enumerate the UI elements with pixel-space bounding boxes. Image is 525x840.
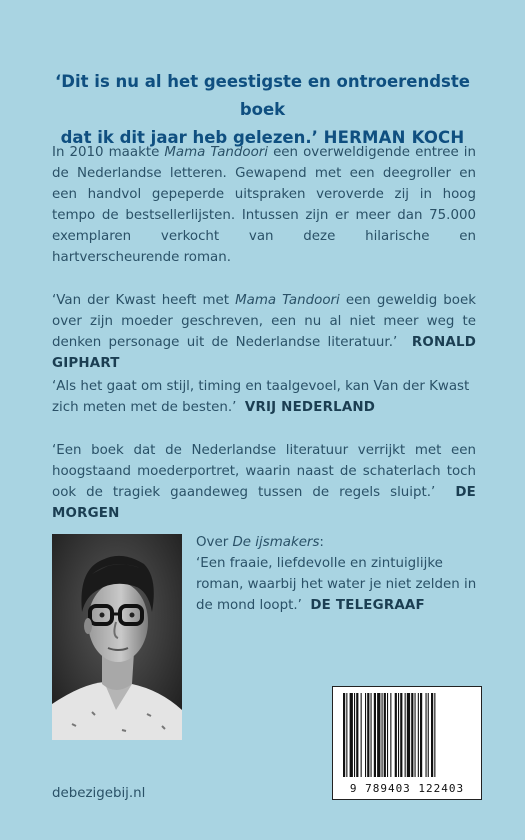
- barcode-bars: [333, 693, 481, 785]
- ijsmakers-colon: :: [319, 535, 324, 550]
- ijsmakers-review: [196, 532, 486, 616]
- ijsmakers-title: De ijsmakers: [232, 535, 320, 550]
- author-photo: [52, 534, 182, 740]
- author-portrait: [52, 534, 182, 740]
- giphart-text-1: ‘Van der Kwast heeft met: [52, 293, 236, 308]
- giphart-text-2: een geweldig boek over zijn moeder geschreven, een nu al niet meer weg te denken personage uit de Nederlandse literatuur.’: [52, 293, 476, 350]
- lead-quote-author: HERMAN KOCH: [323, 128, 465, 147]
- ijsmakers-author: DE TELEGRAAF: [310, 598, 425, 613]
- vn-author: VRIJ NEDERLAND: [244, 400, 376, 415]
- giphart-author: RONALD GIPHART: [52, 335, 477, 371]
- giphart-book-title: Mama Tandoori: [235, 293, 340, 308]
- intro-text-1: In 2010 maakte: [52, 145, 165, 160]
- quote-giphart: [52, 290, 476, 374]
- morgen-text: ‘Een boek dat de Nederlandse literatuur verrijkt met een hoogstaand moederportret, waarin naast de schaterlach toch ook de tragiek gaandeweg tussen de regels sluipt.’: [52, 443, 476, 500]
- isbn-number: 9 789403 122403: [349, 782, 465, 795]
- ijsmakers-over: Over: [196, 535, 233, 550]
- isbn-barcode: [332, 686, 482, 800]
- lead-quote-line2: dat ik dit jaar heb gelezen.’: [60, 128, 318, 147]
- ijsmakers-text: ‘Een fraaie, liefdevolle en zintuiglijke roman, waarbij het water je niet zelden in de mond loopt.’: [196, 556, 477, 613]
- lead-quote-line1: ‘Dit is nu al het geestigste en ontroerendste boek: [55, 72, 470, 119]
- quote-vrij-nederland: [52, 376, 476, 418]
- vn-text: ‘Als het gaat om stijl, timing en taalgevoel, kan Van der Kwast zich meten met de besten.’: [52, 379, 470, 415]
- publisher-website[interactable]: debezigebij.nl: [52, 786, 146, 801]
- intro-book-title: Mama Tandoori: [164, 145, 269, 160]
- intro-paragraph: [52, 142, 476, 268]
- lead-quote: [40, 68, 485, 152]
- morgen-author: DE MORGEN: [52, 485, 476, 521]
- intro-text-2: een overweldigende entree in de Nederlandse letteren. Gewapend met een deegroller en een handvol gepeperde uitspraken veroverde zij in hoog tempo de bestsellerlijsten. Intussen zijn er meer dan 75.000 exemplaren verkocht van deze hilarische en hartverscheurende roman.: [52, 145, 477, 265]
- quote-de-morgen: [52, 440, 476, 524]
